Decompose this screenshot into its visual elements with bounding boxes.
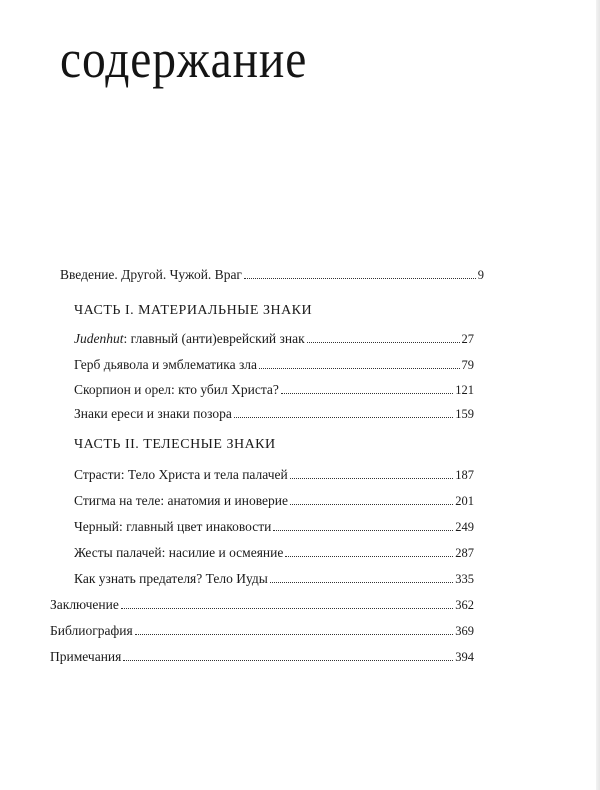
toc-entry-label: Скорпион и орел: кто убил Христа? xyxy=(74,382,279,397)
toc-entry-label: Примечания xyxy=(50,649,122,664)
dot-leader xyxy=(135,634,454,635)
page-title: содержание xyxy=(60,29,308,89)
dot-leader xyxy=(285,556,453,557)
toc-entry-notes[interactable] xyxy=(50,648,474,666)
toc-page-number: 201 xyxy=(455,494,474,508)
toc-entry-italic: Judenhut xyxy=(74,331,124,346)
toc-entry-black[interactable] xyxy=(74,518,474,536)
dot-leader xyxy=(270,582,453,583)
toc-entry-judas[interactable] xyxy=(74,570,474,588)
part-2-heading: ЧАСТЬ II. ТЕЛЕСНЫЕ ЗНАКИ xyxy=(74,437,276,452)
toc-page-number: 187 xyxy=(455,468,474,482)
toc-page-number: 287 xyxy=(455,546,474,560)
toc-entry-intro[interactable] xyxy=(60,266,484,284)
dot-leader xyxy=(307,342,460,343)
toc-entry-passions[interactable] xyxy=(74,466,474,484)
dot-leader xyxy=(273,530,453,531)
toc-entry-stigma[interactable] xyxy=(74,492,474,510)
toc-entry-label: Жесты палачей: насилие и осмеяние xyxy=(74,545,284,560)
toc-page-number: 335 xyxy=(455,572,474,586)
dot-leader xyxy=(259,368,459,369)
toc-entry-label-rest: : главный (анти)еврейский знак xyxy=(123,331,305,346)
toc-entry-label: Заключение xyxy=(50,597,119,612)
toc-entry-label: Герб дьявола и эмблематика зла xyxy=(74,357,258,372)
toc-entry-label: Стигма на теле: анатомия и иноверие xyxy=(74,493,288,508)
toc-entry-label: Как узнать предателя? Тело Иуды xyxy=(74,571,268,586)
dot-leader xyxy=(234,417,453,418)
toc-page-number: 159 xyxy=(455,407,474,421)
toc-entry-label: Библиография xyxy=(50,623,133,638)
toc-entry-scorpion[interactable] xyxy=(74,381,474,399)
toc-entry-label: Введение. Другой. Чужой. Враг xyxy=(60,267,242,282)
page-edge xyxy=(596,0,600,790)
toc-entry-gestures[interactable] xyxy=(74,544,474,562)
toc-entry-label: Знаки ереси и знаки позора xyxy=(74,406,232,421)
toc-entry-label: Страсти: Тело Христа и тела палачей xyxy=(74,467,288,482)
toc-entry-conclusion[interactable] xyxy=(50,596,474,614)
dot-leader xyxy=(290,504,453,505)
dot-leader xyxy=(290,478,454,479)
toc-entry-label xyxy=(74,330,305,348)
dot-leader xyxy=(121,608,453,609)
toc-entry-label: Черный: главный цвет инаковости xyxy=(74,519,272,534)
toc-entry-bibliography[interactable] xyxy=(50,622,474,640)
dot-leader xyxy=(244,278,476,279)
toc-page-number: 362 xyxy=(455,598,474,612)
dot-leader xyxy=(123,660,453,661)
toc-page-number: 121 xyxy=(455,383,474,397)
toc-page-number: 27 xyxy=(461,332,474,346)
toc-entry-judenhut[interactable] xyxy=(74,330,474,348)
toc-entry-devil-coat[interactable] xyxy=(74,356,474,374)
toc-page-number: 369 xyxy=(455,624,474,638)
toc-page-number: 249 xyxy=(455,520,474,534)
toc-page-number: 9 xyxy=(477,268,484,282)
dot-leader xyxy=(281,393,453,394)
toc-entry-heresy[interactable] xyxy=(74,405,474,423)
part-1-heading: ЧАСТЬ I. МАТЕРИАЛЬНЫЕ ЗНАКИ xyxy=(74,303,313,318)
toc-page-number: 394 xyxy=(455,650,474,664)
toc-page-number: 79 xyxy=(461,358,474,372)
